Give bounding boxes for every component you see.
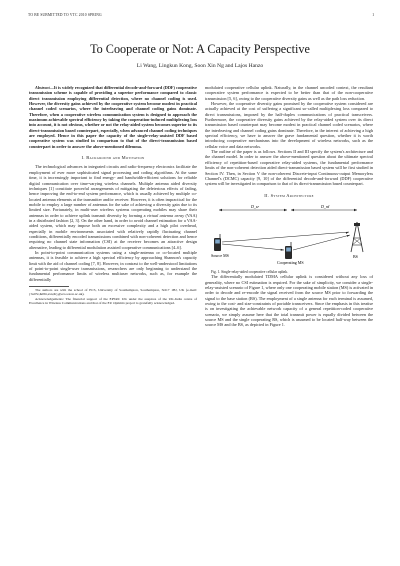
arrow-head-icon	[347, 235, 350, 237]
paragraph-diversity-gains: However, the cooperative diversity gains promised by the cooperative system considered are actually achieved at the cost of suffering a significant so-called multiplexing loss compared to direct transmissions, imposed by the half-duplex communications of practical transceivers. Furthermore, the cooperative diversity gains achieved by the relay-aided system over its direct transmission based counterpart may become modest in practical channel coded scenarios, where the interleaving and channel coding gains dominate. Therefore, in the interest of achieving a high spectral efficiency, we have to answer the grave fundamental question, whether it is worth introducing cooperative mechanisms into the development of wireless networks, such as the cellular voice and data networks.	[205, 101, 373, 149]
paragraph-system-model: The differentially modulated TDMA cellular uplink is considered without any loss of generality, where no CSI estimation is required. For the sake of simplicity, we consider a single-relay-assisted scenario of Figure 1, where only one cooperating mobile station (MS) is activated in order to decode and re-encode the signal received from the source MS prior to forwarding the signal to the base station (BS). The employment of a single antenna for each terminal is assumed, owing to the cost- and size-constraints of portable transceivers. Since the emphasis in this treatise is on investigating the achievable network capacity of a general repetition-coded cooperative scenario, we simply assume here that the total transmit power is equally divided between the source MS and the single cooperating RS, which is assumed to be located half-way between the source MS and the BS, as depicted in Figure 1.	[205, 274, 373, 328]
footnote-affiliation: The authors are with the school of ECS, University of Southampton, Southampton, SO17 1BJ, UK (e-mail: {lw05r,lk06r,sxn,lh}@ecs.soton.ac.uk).	[29, 288, 197, 297]
paragraph-text: The technological advances in integrated circuits and radio-frequency electronics facilitate the employment of ever more sophisticated signal processing and coding algorithms. At the same time, it is increasingly important to find energy- and bandwidth-efficient solutions for reliable digital communication over time-varying wireless channels. Multiple antenna aided diversity techniques [1] constitute powerful arrangements of mitigating the deleterious effects of fading, hence improving the end-to-end system performance, which is usually achieved by multiple co-located antenna elements at the transmitter and/or receiver. However, it is often impractical for the mobile to employ a large number of antennas for the sake of achieving a diversity gain due to its limited size. Fortunately, in multi-user wireless systems cooperating mobiles may share their antennas in order to achieve uplink transmit diversity by forming a	[29, 164, 197, 218]
arrow-head-icon	[219, 209, 222, 211]
arrow-head-icon	[291, 209, 294, 211]
author-list: Li Wang, Lingkun Kong, Soon Xin Ng and Lajos Hanzo	[136, 63, 264, 69]
abstract	[29, 85, 197, 149]
running-header-left: TO BE SUBMITTED TO VTC 2010 SPRING	[28, 13, 102, 17]
source-relay-link	[222, 244, 284, 250]
paragraph-background-2: In point-to-point communication systems using a single-antenna or co-located multiple antennas, it is feasible to achieve a high spectral efficiency by approaching Shannon's capacity limit with the aid of channel coding [7, 8]. However, in contrast to the well-understood limitations of point-to-point single-user transmissions, researchers are only beginning to understand the fundamental performance limits of wireless multiuser networks, such as, for example the differentially	[29, 249, 197, 282]
relay-ms-icon	[285, 242, 292, 259]
d-sr-label: D_sr	[251, 203, 260, 209]
source-ms-icon	[214, 234, 221, 251]
abstract-label: Abstract	[35, 85, 50, 90]
right-column	[205, 85, 373, 328]
footnote-rule	[29, 286, 69, 287]
page-number: 1	[372, 13, 374, 17]
section-heading-architecture: II. System Architecture	[264, 192, 314, 198]
relay-bs-link	[293, 235, 350, 250]
footnote-acknowledgement: Acknowledgements: The financial support of the EPSRC UK under the auspices of the UK-India centre of Excellence in Wireless Communications and that of the EU Optimix project is gratefully acknowledged.	[29, 296, 197, 306]
left-column	[29, 85, 197, 306]
emphasis-text: virtual antenna array	[146, 212, 185, 218]
paragraph-outline: The outline of the paper is as follows. Sections II and III specify the system's architecture and the channel model. In order to answer the above-mentioned question about the ultimate spectral efficiency of repetition-based cooperative relay-aided systems, the fundamental performance limits of the non-coherent detection aided direct-transmission based system will be first studied in Section IV. Then, in Section V the non-coherent Discrete-input Continuous-output Memoryless Channel's (DCMC) capacity [9, 10] of the differential decode-and-forward (DDF) cooperative system will be investigated in comparison to that of its direct-transmission based counterpart.	[205, 149, 373, 187]
section-heading-background: I. Background and Motivation	[81, 155, 145, 161]
relay-diagram	[205, 202, 373, 268]
bs-label: BS	[353, 253, 358, 259]
figure-caption: Fig. 1. Single-relay-aided cooperative cellular uplink.	[211, 269, 289, 274]
figure-relay-uplink	[205, 202, 373, 268]
paper-title: To Cooperate or Not: A Capacity Perspective	[90, 42, 310, 56]
abstract-text: —It is widely recognized that differential decode-and-forward (DDF) cooperative transmission scheme is capable of providing a superior performance compared to classic direct transmission employing differential detection, where no channel coding is used. However, the diversity gains achieved by the cooperative system become modest in practical channel coded scenarios, where the interleaving and channel coding gains dominate. Therefore, when a cooperative wireless communication system is designed to approach the maximum achievable spectral efficiency by taking the cooperation-induced multiplexing loss into account, it is not obvious, whether or not the relay-aided system becomes superior to its direct-transmission based counterpart, especially, when advanced channel coding techniques are employed. Hence in this paper the capacity of the single-relay-assisted DDF based cooperative system was studied in comparison to that of the direct-transmission based counterpart in order to answer the above-mentioned dilemma.	[29, 85, 197, 149]
d-rd-label: D_rd	[321, 203, 330, 209]
paragraph-text: (VAA) in a distributed fashion [2, 3]. On the other hand, in order to avoid channel estimation for a VAA-aided system, which may impose both an excessive complexity and a high pilot overhead, especially in mobile environments associated with relatively rapidly fluctuating channel conditions, differentially encoded transmissions combined with non-coherent detection and hence requiring no channel state information (CSI) at the receiver becomes an attractive design alternative, leading to differential modulation assisted cooperative communications [4–6].	[29, 212, 197, 250]
arrow-head-icon	[284, 209, 287, 211]
arrow-head-icon	[354, 209, 357, 211]
source-ms-label: Source MS	[211, 252, 229, 258]
relay-ms-label: Cooperating MS	[277, 259, 304, 265]
paragraph-background-1	[29, 164, 197, 250]
base-station-icon	[351, 222, 363, 252]
paragraph-intro-continued: modulated cooperative cellular uplink. Naturally, in the channel uncoded context, the resultant cooperative system performance is expected to be better than that of the non-cooperative transmission [5, 6], owing to the cooperative diversity gains as well as the path loss reduction.	[205, 85, 373, 101]
arrow-head-icon	[346, 232, 349, 234]
